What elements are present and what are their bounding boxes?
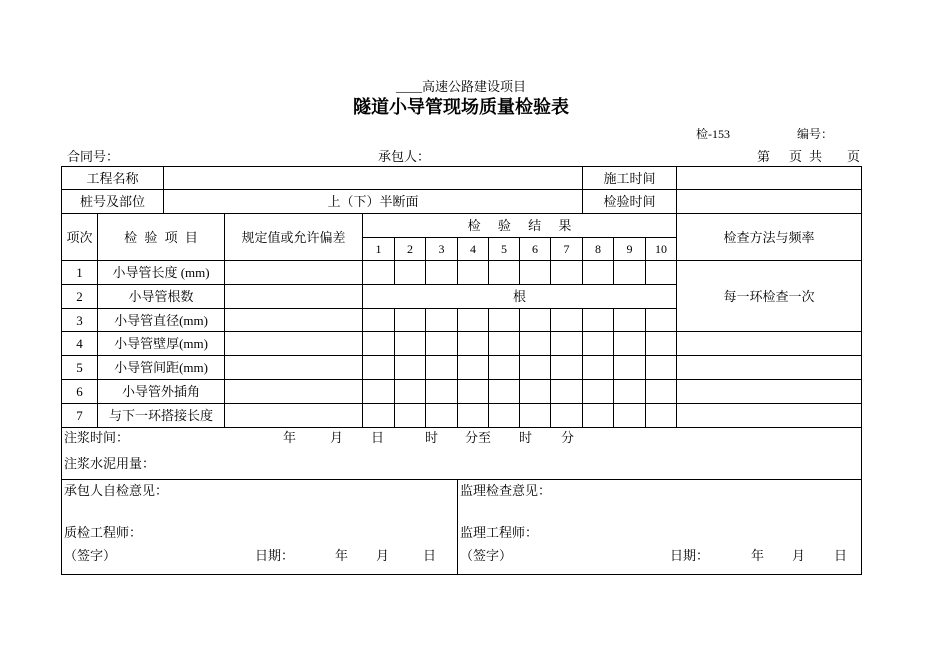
result-cell[interactable]: [458, 356, 489, 380]
spec-cell[interactable]: [225, 261, 363, 285]
result-cell[interactable]: [395, 380, 426, 404]
result-cell[interactable]: [363, 356, 395, 380]
injection-row: [62, 428, 862, 480]
signature-row: [62, 480, 862, 575]
result-cell[interactable]: [489, 332, 520, 356]
result-cell[interactable]: [551, 261, 583, 285]
result-number: 2: [395, 238, 426, 261]
col-header-spec: 规定值或允许偏差: [225, 214, 363, 261]
injection-year-unit: 年: [283, 430, 297, 445]
result-cell[interactable]: [551, 309, 583, 332]
result-cell[interactable]: [363, 309, 395, 332]
contractor-opinion-label: 承包人自检意见：: [64, 483, 169, 498]
result-cell[interactable]: [551, 356, 583, 380]
contractor-date-day: 日: [423, 548, 437, 563]
result-cell[interactable]: [426, 309, 458, 332]
result-cell[interactable]: [395, 356, 426, 380]
result-cell[interactable]: [363, 332, 395, 356]
contractor-signature-label: （签字）: [64, 548, 117, 563]
result-cell[interactable]: [614, 380, 646, 404]
col-header-item: 检 验 项 目: [98, 214, 225, 261]
result-cell[interactable]: [646, 261, 677, 285]
row-no: 4: [62, 332, 98, 356]
project-name-row: [62, 167, 862, 190]
result-cell[interactable]: [583, 261, 614, 285]
method-cell[interactable]: [677, 404, 862, 428]
result-cell[interactable]: [458, 404, 489, 428]
table-row: [62, 332, 862, 356]
result-cell[interactable]: [583, 309, 614, 332]
row-item: 小导管长度 (mm): [98, 261, 225, 285]
result-cell[interactable]: [646, 309, 677, 332]
result-number: 10: [646, 238, 677, 261]
injection-month-unit: 月: [330, 430, 344, 445]
spec-cell[interactable]: [225, 380, 363, 404]
result-cell[interactable]: [489, 404, 520, 428]
result-cell[interactable]: [363, 404, 395, 428]
result-number: 4: [458, 238, 489, 261]
result-cell[interactable]: [520, 356, 551, 380]
construction-time-label: 施工时间: [583, 167, 677, 190]
spec-cell[interactable]: [225, 404, 363, 428]
col-header-method: 检查方法与频率: [677, 214, 862, 261]
result-number: 7: [551, 238, 583, 261]
result-cell[interactable]: [646, 332, 677, 356]
result-number: 9: [614, 238, 646, 261]
result-cell[interactable]: [614, 309, 646, 332]
row-no: 1: [62, 261, 98, 285]
form-code: 检-153: [696, 127, 730, 141]
result-cell[interactable]: [458, 261, 489, 285]
construction-time-value[interactable]: [677, 167, 862, 190]
result-cell[interactable]: [489, 356, 520, 380]
result-cell[interactable]: [520, 332, 551, 356]
result-number: 3: [426, 238, 458, 261]
result-cell[interactable]: [395, 332, 426, 356]
row-no: 2: [62, 285, 98, 309]
station-label: 桩号及部位: [62, 190, 164, 214]
contractor-section[interactable]: [62, 480, 458, 575]
result-cell[interactable]: [646, 404, 677, 428]
page-info-total: 页: [847, 149, 861, 164]
contractor-date-year: 年: [335, 548, 349, 563]
result-cell[interactable]: [458, 332, 489, 356]
page-info-prefix: 第: [757, 149, 771, 164]
method-cell[interactable]: [677, 356, 862, 380]
injection-hour-unit: 时: [425, 430, 439, 445]
supervisor-date-label: 日期：: [670, 548, 710, 563]
contract-label: 合同号：: [67, 149, 120, 164]
result-merged-cell[interactable]: 根: [363, 285, 677, 309]
result-cell[interactable]: [646, 380, 677, 404]
spec-cell[interactable]: [225, 309, 363, 332]
row-item: 小导管间距(mm): [98, 356, 225, 380]
result-cell[interactable]: [583, 356, 614, 380]
supervising-engineer-label: 监理工程师：: [460, 525, 539, 540]
injection-minute-to-unit: 分至: [465, 430, 492, 445]
result-cell[interactable]: [426, 332, 458, 356]
table-row: [62, 261, 862, 285]
col-header-no: 项次: [62, 214, 98, 261]
quality-engineer-label: 质检工程师：: [64, 525, 143, 540]
serial-label: 编号：: [797, 127, 834, 141]
result-number: 6: [520, 238, 551, 261]
project-line: ____高速公路建设项目: [395, 79, 526, 94]
result-cell[interactable]: [583, 404, 614, 428]
supervisor-section[interactable]: [458, 480, 862, 575]
method-cell[interactable]: [677, 380, 862, 404]
result-cell[interactable]: [395, 261, 426, 285]
table-row: [62, 356, 862, 380]
inspection-table: [61, 166, 862, 575]
result-cell[interactable]: [646, 356, 677, 380]
result-cell[interactable]: [583, 332, 614, 356]
row-item: 小导管壁厚(mm): [98, 332, 225, 356]
result-cell[interactable]: [489, 380, 520, 404]
result-cell[interactable]: [363, 380, 395, 404]
station-row: [62, 190, 862, 214]
table-row: [62, 380, 862, 404]
row-item: 与下一环搭接长度: [98, 404, 225, 428]
project-name-value[interactable]: [164, 167, 583, 190]
table-row: [62, 404, 862, 428]
result-number: 8: [583, 238, 614, 261]
injection-time-label: 注浆时间：: [64, 430, 130, 445]
result-cell[interactable]: [458, 380, 489, 404]
injection-minute-end-unit: 分: [561, 430, 575, 445]
result-cell[interactable]: [426, 404, 458, 428]
contractor-label: 承包人：: [378, 149, 431, 164]
inspection-time-value[interactable]: [677, 190, 862, 214]
contractor-date-label: 日期：: [255, 548, 295, 563]
result-cell[interactable]: [551, 404, 583, 428]
result-cell[interactable]: [489, 261, 520, 285]
station-value: 上（下）半断面: [164, 190, 583, 214]
result-number: 5: [489, 238, 520, 261]
result-cell[interactable]: [395, 309, 426, 332]
result-cell[interactable]: [426, 356, 458, 380]
result-cell[interactable]: [426, 380, 458, 404]
row-no: 7: [62, 404, 98, 428]
result-cell[interactable]: [520, 380, 551, 404]
row-item: 小导管外插角: [98, 380, 225, 404]
row-no: 3: [62, 309, 98, 332]
page-info-page: 页: [789, 149, 803, 164]
supervisor-date-day: 日: [834, 548, 848, 563]
page-info-total-prefix: 共: [809, 149, 823, 164]
spec-cell[interactable]: [225, 285, 363, 309]
supervisor-signature-label: （签字）: [460, 548, 513, 563]
contractor-date-month: 月: [376, 548, 390, 563]
result-cell[interactable]: [363, 261, 395, 285]
row-no: 6: [62, 380, 98, 404]
result-cell[interactable]: [489, 309, 520, 332]
supervisor-date-year: 年: [751, 548, 765, 563]
supervisor-opinion-label: 监理检查意见：: [460, 483, 552, 498]
method-cell[interactable]: [677, 332, 862, 356]
project-name-label: 工程名称: [62, 167, 164, 190]
column-header-row: [62, 214, 862, 238]
row-item: 小导管直径(mm): [98, 309, 225, 332]
result-cell[interactable]: [614, 261, 646, 285]
spec-cell[interactable]: [225, 356, 363, 380]
result-cell[interactable]: [520, 261, 551, 285]
result-cell[interactable]: [614, 332, 646, 356]
row-item: 小导管根数: [98, 285, 225, 309]
inspection-time-label: 检验时间: [583, 190, 677, 214]
result-cell[interactable]: [551, 332, 583, 356]
method-text: 每一环检查一次: [677, 261, 862, 332]
result-cell[interactable]: [583, 380, 614, 404]
result-cell[interactable]: [426, 261, 458, 285]
page-title: 隧道小导管现场质量检验表: [353, 97, 569, 117]
result-cell[interactable]: [614, 356, 646, 380]
row-no: 5: [62, 356, 98, 380]
cement-amount-label: 注浆水泥用量：: [64, 456, 156, 471]
injection-cell[interactable]: [62, 428, 862, 480]
result-number: 1: [363, 238, 395, 261]
result-cell[interactable]: [614, 404, 646, 428]
result-cell[interactable]: [520, 309, 551, 332]
col-header-results: 检 验 结 果: [363, 214, 677, 238]
result-cell[interactable]: [551, 380, 583, 404]
supervisor-date-month: 月: [792, 548, 806, 563]
result-cell[interactable]: [520, 404, 551, 428]
injection-day-unit: 日: [371, 430, 385, 445]
result-cell[interactable]: [458, 309, 489, 332]
spec-cell[interactable]: [225, 332, 363, 356]
injection-hour-end-unit: 时: [519, 430, 533, 445]
result-cell[interactable]: [395, 404, 426, 428]
